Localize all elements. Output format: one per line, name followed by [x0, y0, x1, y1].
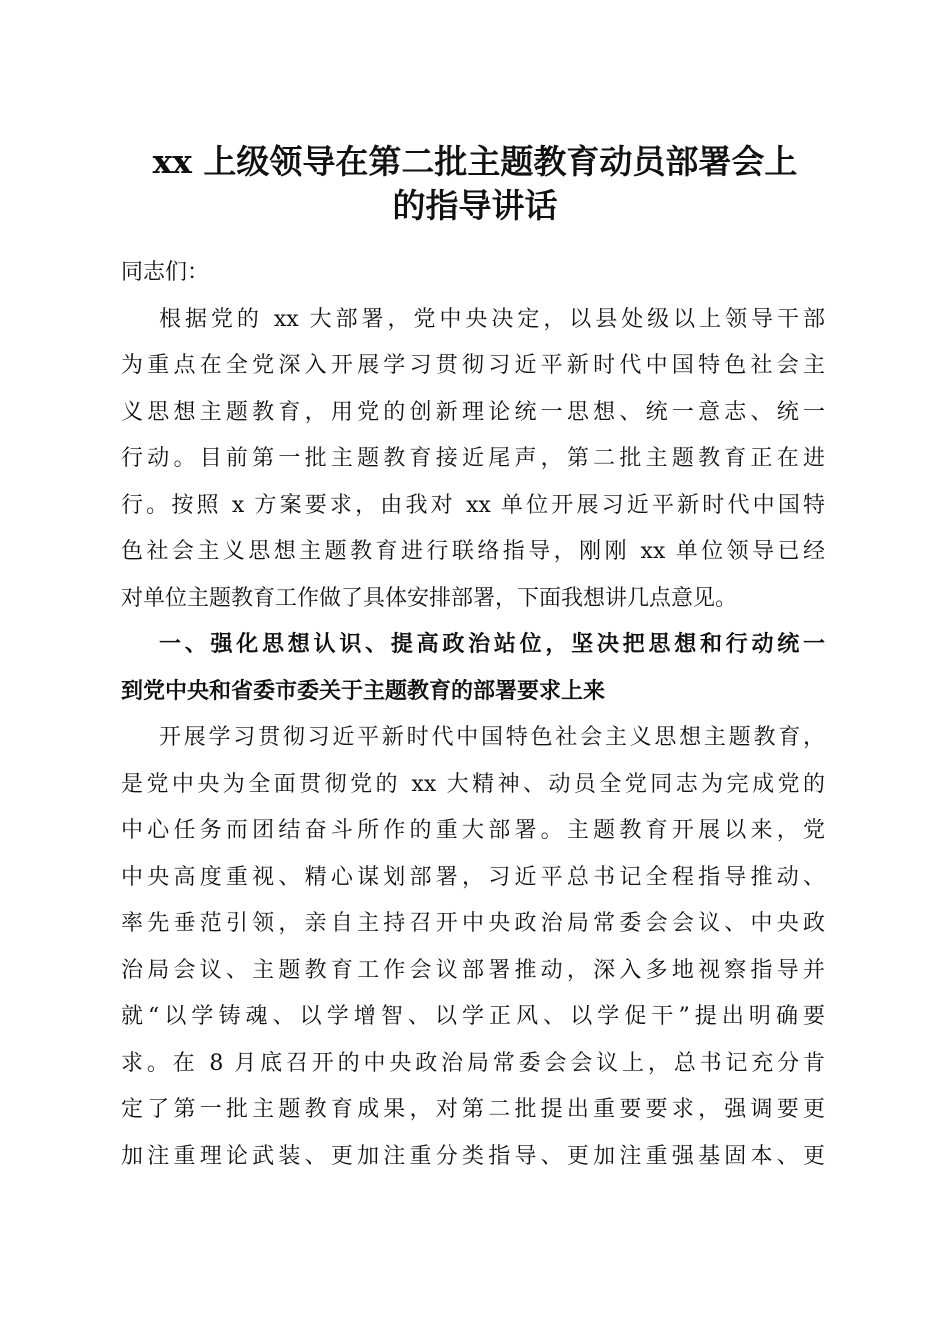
salutation	[121, 250, 825, 297]
paragraph-line: 加注重理论武装、更加注重分类指导、更加注重强基固本、更	[121, 1143, 825, 1169]
paragraph-line: 是党中央为全面贯彻党的 xx 大精神、动员全党同志为完成党的	[121, 771, 825, 797]
paragraph-line: 中心任务而团结奋斗所作的重大部署。主题教育开展以来，党	[121, 818, 825, 843]
paragraph-line: 为重点在全党深入开展学习贯彻习近平新时代中国特色社会主	[121, 353, 825, 378]
paragraph-line: 行动。目前第一批主题教育接近尾声，第二批主题教育正在进	[121, 446, 825, 471]
paragraph-line: 行。按照 x 方案要求，由我对 xx 单位开展习近平新时代中国特	[121, 492, 825, 518]
title-line-1: xx 上级领导在第二批主题教育动员部署会上	[152, 142, 798, 181]
paragraph-2	[121, 715, 825, 1180]
paragraph-line: 率先垂范引领，亲自主持召开中央政治局常委会会议、中央政	[121, 911, 825, 936]
paragraph-line: 色社会主义思想主题教育进行联络指导，刚刚 xx 单位领导已经	[121, 539, 825, 564]
paragraph-line: 根据党的 xx 大部署，党中央决定，以县处级以上领导干部	[159, 306, 825, 332]
title-line-2: 的指导讲话	[392, 186, 558, 225]
paragraph-line: 治局会议、主题教育工作会议部署推动，深入多地视察指导并	[121, 957, 825, 983]
paragraph-line: 求。在 8 月底召开的中央政治局常委会会议上，总书记充分肯	[121, 1050, 825, 1076]
section-heading-1	[121, 622, 825, 715]
paragraph-line: 义思想主题教育，用党的创新理论统一思想、统一意志、统一	[121, 399, 825, 425]
paragraph-line: 就“以学铸魂、以学增智、以学正风、以学促干”提出明确要	[121, 1004, 825, 1029]
paragraph-1	[121, 297, 825, 623]
heading-line: 一、强化思想认识、提高政治站位，坚决把思想和行动统一	[159, 632, 825, 657]
paragraph-line: 对单位主题教育工作做了具体安排部署，下面我想讲几点意见。	[121, 585, 738, 611]
document-title	[100, 140, 850, 228]
document-body	[121, 250, 825, 1180]
salutation-text: 同志们：	[121, 260, 210, 285]
paragraph-line: 定了第一批主题教育成果，对第二批提出重要要求，强调要更	[121, 1097, 825, 1122]
heading-line: 到党中央和省委市委关于主题教育的部署要求上来	[121, 678, 606, 704]
paragraph-line: 中央高度重视、精心谋划部署，习近平总书记全程指导推动、	[121, 864, 825, 890]
paragraph-line: 开展学习贯彻习近平新时代中国特色社会主义思想主题教育，	[159, 725, 825, 750]
